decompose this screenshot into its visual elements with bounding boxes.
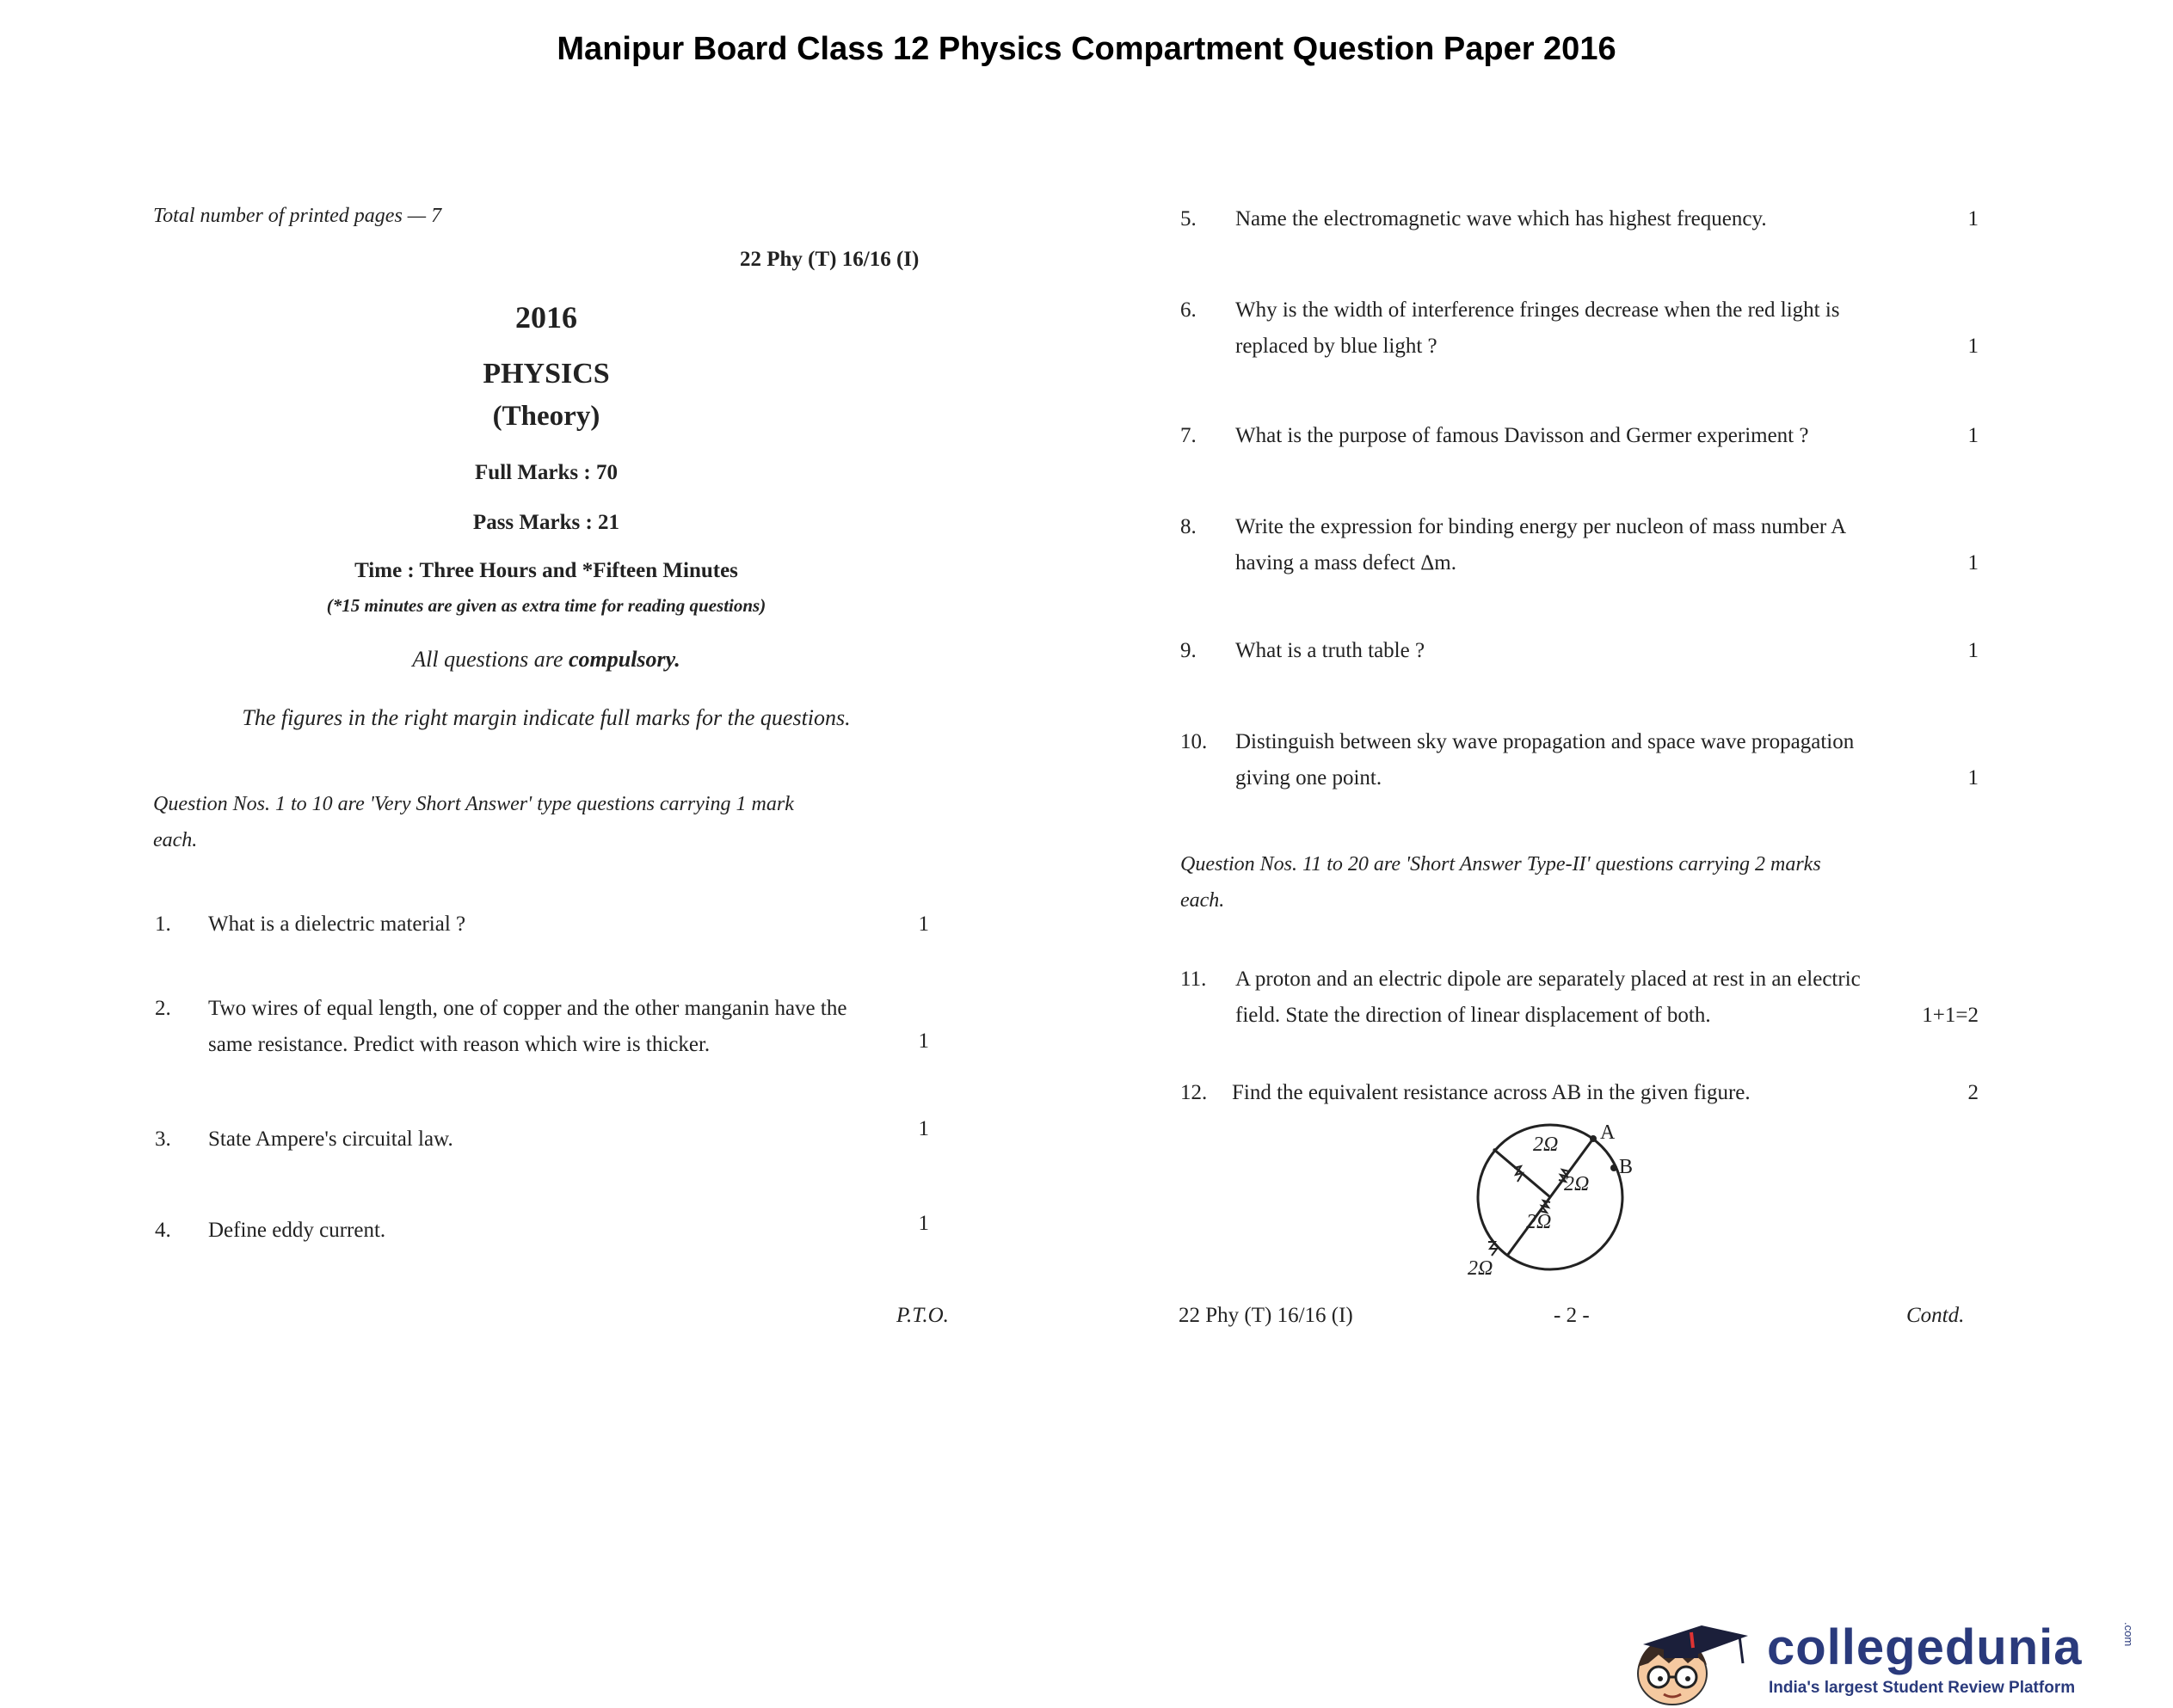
question-number: 4. [155,1219,171,1242]
figures-note: The figures in the right margin indicate full marks for the questions. [242,705,851,730]
pass-marks: Pass Marks : 21 [472,511,620,534]
question-mark: 1 [918,1212,929,1235]
question-number: 8. [1180,515,1197,538]
full-marks: Full Marks : 70 [475,461,618,484]
question-item [1180,509,1979,581]
question-mark: 1 [1967,551,1979,574]
question-mark: 1 [1967,207,1979,230]
paper-code: 22 Phy (T) 16/16 (I) [740,248,920,271]
terminal-a [1590,1135,1597,1142]
section-note-2 [1180,846,1821,919]
question-item [1180,633,1979,669]
collegedunia-logo [1619,1613,2135,1708]
logo-wordmark: collegedunia [1767,1619,2083,1675]
question-text: Name the electromagnetic wave which has highest frequency. [1235,207,1767,230]
section-note-line: each. [153,829,198,851]
question-text: Write the expression for binding energy per nucleon of mass number A [1235,515,1847,538]
question-mark: 1 [1967,766,1979,789]
logo-tagline: India's largest Student Review Platform [1769,1679,2076,1697]
compulsory-note [0,647,1093,673]
section-note-1 [153,786,794,858]
question-item [1180,292,1979,365]
question-text: A proton and an electric dipole are separately placed at rest in an electric [1235,968,1861,991]
question-text: What is a truth table ? [1235,639,1425,662]
question-mark: 1 [1967,639,1979,662]
question-item [1180,418,1979,454]
question-mark: 1 [918,1117,929,1140]
compulsory-prefix: All questions are [412,647,569,672]
section-note-line: Question Nos. 11 to 20 are 'Short Answer Type-II' questions carrying 2 marks [1180,853,1821,876]
question-text: same resistance. Predict with reason which wire is thicker. [208,1033,711,1056]
question-item [1180,724,1979,796]
subject-heading: PHYSICS [483,358,610,390]
terminal-b [1610,1164,1617,1171]
resistor-label: 2Ω [1468,1257,1493,1280]
exam-time: Time : Three Hours and *Fifteen Minutes [354,559,738,582]
question-number: 2. [155,997,171,1020]
question-mark: 2 [1967,1081,1979,1104]
logo-suffix: .com [2122,1622,2135,1647]
point-b-label: B [1619,1156,1634,1178]
question-text: What is the purpose of famous Davisson and Germer experiment ? [1235,424,1809,447]
question-text: giving one point. [1235,766,1382,789]
mascot-icon [1619,1613,1765,1708]
compulsory-bold: compulsory. [568,647,680,672]
document-title: Manipur Board Class 12 Physics Compartment Question Paper 2016 [557,31,1616,67]
question-mark: 1+1=2 [1922,1004,1979,1027]
question-text: Distinguish between sky wave propagation and space wave propagation [1235,730,1855,753]
question-item [155,991,953,1063]
question-text: having a mass defect Δm. [1235,551,1456,574]
question-text: Two wires of equal length, one of copper and the other manganin have the [208,997,847,1020]
question-number: 9. [1180,639,1197,662]
question-text: State Ampere's circuital law. [208,1127,453,1151]
question-mark: 1 [1967,335,1979,358]
resistor-label: 2Ω [1526,1211,1552,1233]
pto-label: P.T.O. [896,1304,949,1327]
question-number: 7. [1180,424,1197,447]
question-mark: 1 [1967,424,1979,447]
question-text: Define eddy current. [208,1219,386,1242]
resistor-circuit-figure [1454,1115,1660,1280]
question-number: 11. [1180,968,1207,991]
question-item [1180,201,1979,237]
footer-page-number: - 2 - [1554,1304,1590,1327]
section-note-line: Question Nos. 1 to 10 are 'Very Short Answer' type questions carrying 1 mark [153,793,794,815]
question-number: 10. [1180,730,1208,753]
question-item [155,1213,953,1249]
resistor-label: 2Ω [1533,1134,1559,1156]
question-text: field. State the direction of linear displacement of both. [1235,1004,1711,1027]
question-number: 12. [1180,1081,1208,1104]
question-mark: 1 [918,912,929,936]
exam-year: 2016 [515,300,577,335]
question-text: Find the equivalent resistance across AB in the given figure. [1232,1081,1751,1104]
section-note-line: each. [1180,889,1225,912]
resistor-label: 2Ω [1564,1173,1590,1195]
question-item [1180,1075,1979,1111]
question-number: 3. [155,1127,171,1151]
question-mark: 1 [918,1029,929,1053]
question-text: Why is the width of interference fringes decrease when the red light is [1235,298,1840,322]
question-number: 6. [1180,298,1197,322]
question-text: What is a dielectric material ? [208,912,466,936]
footer-paper-code: 22 Phy (T) 16/16 (I) [1179,1304,1353,1327]
paper-type: (Theory) [492,401,600,432]
question-item [155,906,953,943]
question-item [1180,962,1979,1034]
footer-contd: Contd. [1906,1304,1965,1327]
question-number: 1. [155,912,171,936]
question-number: 5. [1180,207,1197,230]
question-item [155,1117,953,1158]
point-a-label: A [1600,1121,1616,1144]
printed-pages-note: Total number of printed pages — 7 [153,205,442,227]
extra-time-note: (*15 minutes are given as extra time for reading questions) [326,595,766,616]
question-text: replaced by blue light ? [1235,335,1437,358]
